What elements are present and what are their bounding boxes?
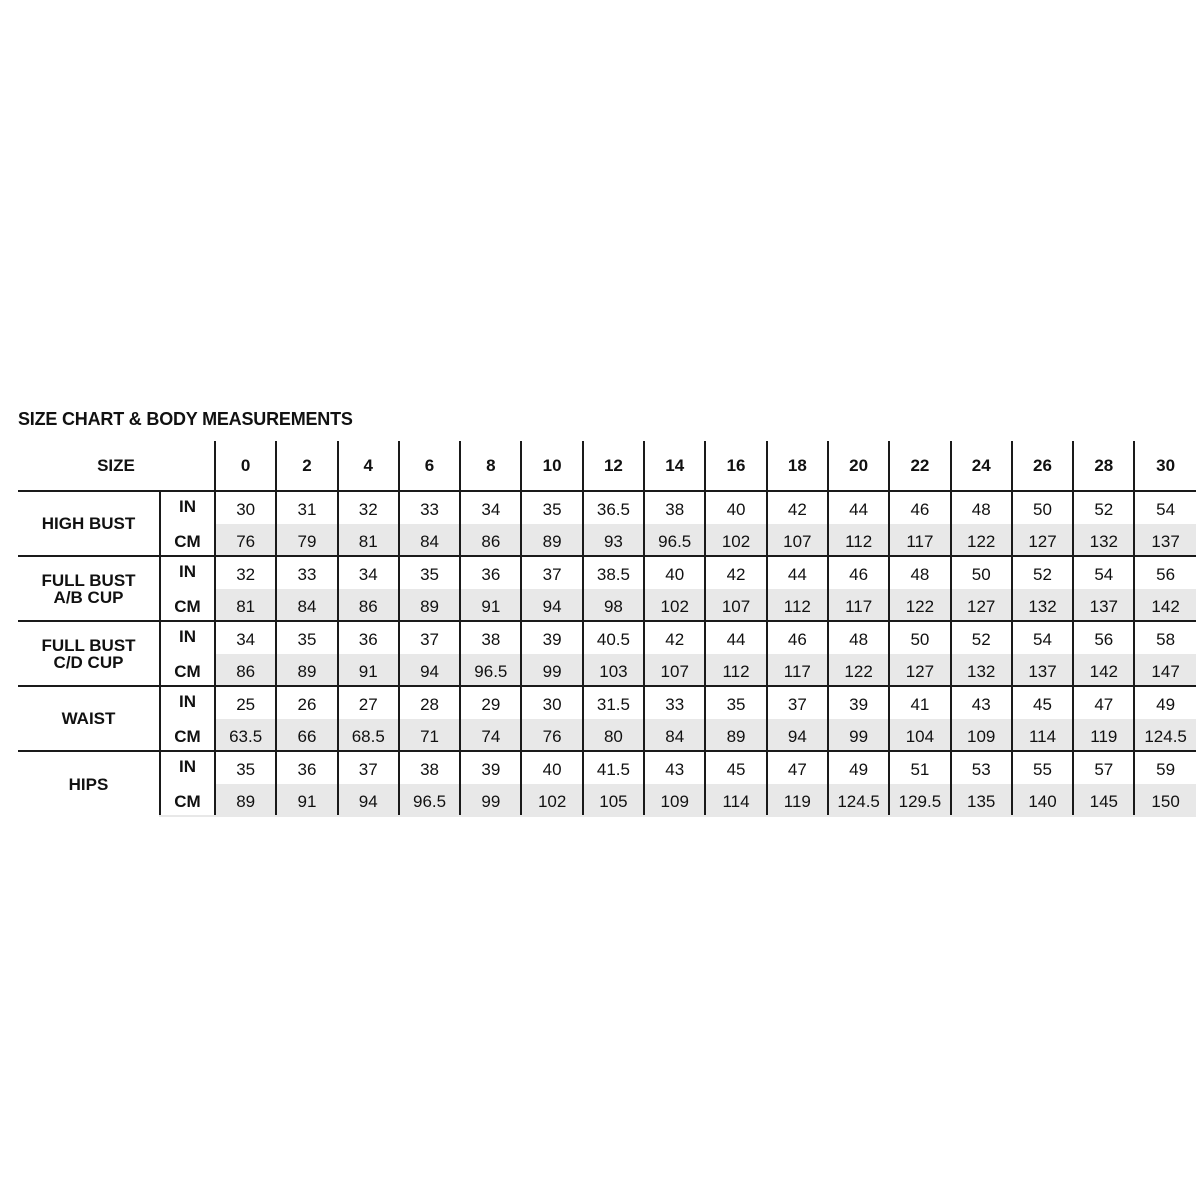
measurement-rows: [18, 491, 1196, 816]
value-cell-cm: 117: [889, 524, 950, 557]
value-cell-in: 31: [276, 491, 337, 524]
value-cell-cm: 129.5: [889, 784, 950, 817]
value-cell-in: 25: [215, 686, 276, 719]
measurement-label-line1: HIGH BUST: [41, 514, 136, 533]
value-cell-cm: 103: [583, 654, 644, 687]
size-header-cell: 26: [1012, 441, 1073, 491]
value-cell-in: 30: [521, 686, 582, 719]
value-cell-cm: 98: [583, 589, 644, 622]
size-header-cell: 12: [583, 441, 644, 491]
value-cell-in: 52: [951, 621, 1012, 654]
measurement-row-cm: [18, 784, 1196, 817]
measurement-row-cm: [18, 654, 1196, 687]
value-cell-cm: 124.5: [828, 784, 889, 817]
value-cell-cm: 109: [951, 719, 1012, 752]
value-cell-in: 52: [1073, 491, 1134, 524]
value-cell-in: 40: [644, 556, 705, 589]
value-cell-in: 35: [521, 491, 582, 524]
value-cell-cm: 89: [399, 589, 460, 622]
value-cell-cm: 96.5: [644, 524, 705, 557]
value-cell-in: 42: [644, 621, 705, 654]
unit-cm-label: CM: [160, 784, 215, 817]
value-cell-in: 46: [889, 491, 950, 524]
value-cell-in: 37: [399, 621, 460, 654]
measurement-label: [18, 621, 160, 686]
value-cell-cm: 142: [1134, 589, 1195, 622]
measurement-row-cm: [18, 524, 1196, 557]
value-cell-cm: 91: [460, 589, 521, 622]
size-chart-table: [18, 441, 1196, 817]
value-cell-in: 35: [399, 556, 460, 589]
value-cell-cm: 102: [521, 784, 582, 817]
value-cell-in: 56: [1073, 621, 1134, 654]
unit-cm-label: CM: [160, 524, 215, 557]
size-header-cell: 30: [1134, 441, 1195, 491]
value-cell-in: 46: [828, 556, 889, 589]
unit-in-label: IN: [160, 686, 215, 719]
value-cell-cm: 84: [399, 524, 460, 557]
value-cell-in: 44: [767, 556, 828, 589]
value-cell-in: 35: [276, 621, 337, 654]
value-cell-in: 59: [1134, 751, 1195, 784]
value-cell-in: 28: [399, 686, 460, 719]
value-cell-cm: 112: [767, 589, 828, 622]
value-cell-cm: 86: [215, 654, 276, 687]
size-header-cell: 22: [889, 441, 950, 491]
measurement-row-in: [18, 491, 1196, 524]
value-cell-cm: 84: [644, 719, 705, 752]
value-cell-cm: 147: [1134, 654, 1195, 687]
value-cell-cm: 66: [276, 719, 337, 752]
size-header-cell: 10: [521, 441, 582, 491]
value-cell-in: 37: [767, 686, 828, 719]
value-cell-cm: 132: [1073, 524, 1134, 557]
size-header-cell: 6: [399, 441, 460, 491]
size-header-cell: 28: [1073, 441, 1134, 491]
value-cell-cm: 80: [583, 719, 644, 752]
value-cell-in: 43: [951, 686, 1012, 719]
measurement-row-in: [18, 556, 1196, 589]
value-cell-cm: 114: [705, 784, 766, 817]
value-cell-in: 43: [644, 751, 705, 784]
value-cell-cm: 94: [399, 654, 460, 687]
size-header-cell: 14: [644, 441, 705, 491]
value-cell-cm: 107: [767, 524, 828, 557]
value-cell-cm: 81: [215, 589, 276, 622]
value-cell-in: 44: [828, 491, 889, 524]
value-cell-in: 50: [1012, 491, 1073, 524]
value-cell-in: 32: [338, 491, 399, 524]
value-cell-in: 50: [951, 556, 1012, 589]
value-cell-cm: 89: [705, 719, 766, 752]
value-cell-in: 39: [828, 686, 889, 719]
unit-cm-label: CM: [160, 654, 215, 687]
value-cell-in: 36: [338, 621, 399, 654]
value-cell-in: 40: [521, 751, 582, 784]
value-cell-cm: 132: [1012, 589, 1073, 622]
value-cell-cm: 89: [276, 654, 337, 687]
value-cell-cm: 112: [705, 654, 766, 687]
value-cell-in: 34: [215, 621, 276, 654]
value-cell-in: 36: [276, 751, 337, 784]
size-header-cell: 4: [338, 441, 399, 491]
chart-title: SIZE CHART & BODY MEASUREMENTS: [18, 409, 353, 429]
size-header-cell: 18: [767, 441, 828, 491]
value-cell-cm: 86: [460, 524, 521, 557]
value-cell-cm: 93: [583, 524, 644, 557]
value-cell-cm: 89: [215, 784, 276, 817]
value-cell-cm: 114: [1012, 719, 1073, 752]
value-cell-cm: 102: [705, 524, 766, 557]
value-cell-in: 29: [460, 686, 521, 719]
value-cell-cm: 81: [338, 524, 399, 557]
size-header-cell: 0: [215, 441, 276, 491]
value-cell-in: 48: [828, 621, 889, 654]
value-cell-in: 39: [460, 751, 521, 784]
value-cell-in: 57: [1073, 751, 1134, 784]
value-cell-in: 53: [951, 751, 1012, 784]
measurement-label: [18, 556, 160, 621]
value-cell-in: 36: [460, 556, 521, 589]
value-cell-cm: 89: [521, 524, 582, 557]
value-cell-cm: 68.5: [338, 719, 399, 752]
value-cell-in: 33: [276, 556, 337, 589]
value-cell-cm: 105: [583, 784, 644, 817]
value-cell-in: 42: [767, 491, 828, 524]
value-cell-in: 33: [644, 686, 705, 719]
measurement-row-in: [18, 751, 1196, 784]
value-cell-in: 46: [767, 621, 828, 654]
value-cell-in: 27: [338, 686, 399, 719]
value-cell-in: 44: [705, 621, 766, 654]
value-cell-in: 54: [1012, 621, 1073, 654]
value-cell-cm: 99: [521, 654, 582, 687]
size-header-cell: 2: [276, 441, 337, 491]
value-cell-cm: 99: [828, 719, 889, 752]
value-cell-cm: 71: [399, 719, 460, 752]
value-cell-cm: 127: [951, 589, 1012, 622]
value-cell-in: 31.5: [583, 686, 644, 719]
unit-in-label: IN: [160, 751, 215, 784]
value-cell-in: 32: [215, 556, 276, 589]
value-cell-in: 42: [705, 556, 766, 589]
value-cell-cm: 79: [276, 524, 337, 557]
value-cell-cm: 86: [338, 589, 399, 622]
value-cell-in: 38: [644, 491, 705, 524]
value-cell-cm: 63.5: [215, 719, 276, 752]
value-cell-in: 56: [1134, 556, 1195, 589]
value-cell-in: 37: [521, 556, 582, 589]
value-cell-cm: 99: [460, 784, 521, 817]
measurement-label-line2: A/B CUP: [53, 587, 124, 607]
value-cell-in: 33: [399, 491, 460, 524]
value-cell-in: 47: [1073, 686, 1134, 719]
value-cell-cm: 137: [1073, 589, 1134, 622]
value-cell-in: 26: [276, 686, 337, 719]
value-cell-in: 48: [951, 491, 1012, 524]
value-cell-in: 30: [215, 491, 276, 524]
measurement-row-in: [18, 686, 1196, 719]
measurement-row-in: [18, 621, 1196, 654]
value-cell-cm: 74: [460, 719, 521, 752]
value-cell-cm: 76: [521, 719, 582, 752]
value-cell-cm: 117: [828, 589, 889, 622]
value-cell-in: 45: [1012, 686, 1073, 719]
unit-cm-label: CM: [160, 719, 215, 752]
size-header-cell: 20: [828, 441, 889, 491]
value-cell-cm: 94: [521, 589, 582, 622]
value-cell-cm: 137: [1012, 654, 1073, 687]
value-cell-cm: 137: [1134, 524, 1195, 557]
value-cell-cm: 127: [889, 654, 950, 687]
value-cell-cm: 94: [338, 784, 399, 817]
value-cell-cm: 140: [1012, 784, 1073, 817]
value-cell-in: 40.5: [583, 621, 644, 654]
value-cell-in: 47: [767, 751, 828, 784]
value-cell-cm: 91: [276, 784, 337, 817]
value-cell-cm: 135: [951, 784, 1012, 817]
value-cell-in: 35: [215, 751, 276, 784]
value-cell-cm: 119: [767, 784, 828, 817]
value-cell-in: 55: [1012, 751, 1073, 784]
value-cell-in: 37: [338, 751, 399, 784]
value-cell-cm: 132: [951, 654, 1012, 687]
value-cell-cm: 117: [767, 654, 828, 687]
value-cell-cm: 107: [705, 589, 766, 622]
measurement-label-line1: FULL BUST: [41, 570, 136, 590]
value-cell-in: 48: [889, 556, 950, 589]
value-cell-in: 52: [1012, 556, 1073, 589]
value-cell-in: 41: [889, 686, 950, 719]
value-cell-cm: 76: [215, 524, 276, 557]
measurement-label-line1: WAIST: [61, 709, 116, 728]
size-column-label: SIZE: [18, 441, 215, 491]
unit-cm-label: CM: [160, 589, 215, 622]
value-cell-cm: 124.5: [1134, 719, 1195, 752]
value-cell-cm: 127: [1012, 524, 1073, 557]
measurement-label: [18, 686, 160, 751]
value-cell-in: 36.5: [583, 491, 644, 524]
value-cell-cm: 122: [951, 524, 1012, 557]
value-cell-in: 38.5: [583, 556, 644, 589]
value-cell-in: 34: [338, 556, 399, 589]
value-cell-cm: 150: [1134, 784, 1195, 817]
value-cell-cm: 142: [1073, 654, 1134, 687]
value-cell-in: 35: [705, 686, 766, 719]
value-cell-cm: 94: [767, 719, 828, 752]
value-cell-cm: 107: [644, 654, 705, 687]
size-header-cell: 24: [951, 441, 1012, 491]
measurement-label-line1: HIPS: [68, 774, 109, 794]
value-cell-in: 49: [828, 751, 889, 784]
measurement-label: [18, 491, 160, 556]
value-cell-in: 39: [521, 621, 582, 654]
value-cell-cm: 109: [644, 784, 705, 817]
value-cell-cm: 102: [644, 589, 705, 622]
unit-in-label: IN: [160, 621, 215, 654]
value-cell-in: 45: [705, 751, 766, 784]
size-header-cell: 16: [705, 441, 766, 491]
value-cell-in: 50: [889, 621, 950, 654]
value-cell-in: 54: [1134, 491, 1195, 524]
value-cell-cm: 122: [889, 589, 950, 622]
value-cell-in: 54: [1073, 556, 1134, 589]
unit-in-label: IN: [160, 556, 215, 589]
measurement-row-cm: [18, 589, 1196, 622]
value-cell-cm: 96.5: [460, 654, 521, 687]
value-cell-cm: 84: [276, 589, 337, 622]
value-cell-in: 58: [1134, 621, 1195, 654]
value-cell-cm: 122: [828, 654, 889, 687]
value-cell-cm: 145: [1073, 784, 1134, 817]
value-cell-cm: 112: [828, 524, 889, 557]
measurement-row-cm: [18, 719, 1196, 752]
value-cell-cm: 119: [1073, 719, 1134, 752]
unit-in-label: IN: [160, 491, 215, 524]
value-cell-in: 41.5: [583, 751, 644, 784]
measurement-label-line1: FULL BUST: [41, 635, 136, 655]
value-cell-cm: 104: [889, 719, 950, 752]
measurement-label: [18, 751, 160, 816]
value-cell-cm: 91: [338, 654, 399, 687]
size-header-row: [18, 441, 1196, 491]
value-cell-cm: 96.5: [399, 784, 460, 817]
value-cell-in: 49: [1134, 686, 1195, 719]
measurement-label-line2: C/D CUP: [53, 652, 124, 672]
value-cell-in: 38: [399, 751, 460, 784]
value-cell-in: 51: [889, 751, 950, 784]
size-header-cell: 8: [460, 441, 521, 491]
value-cell-in: 38: [460, 621, 521, 654]
value-cell-in: 40: [705, 491, 766, 524]
value-cell-in: 34: [460, 491, 521, 524]
